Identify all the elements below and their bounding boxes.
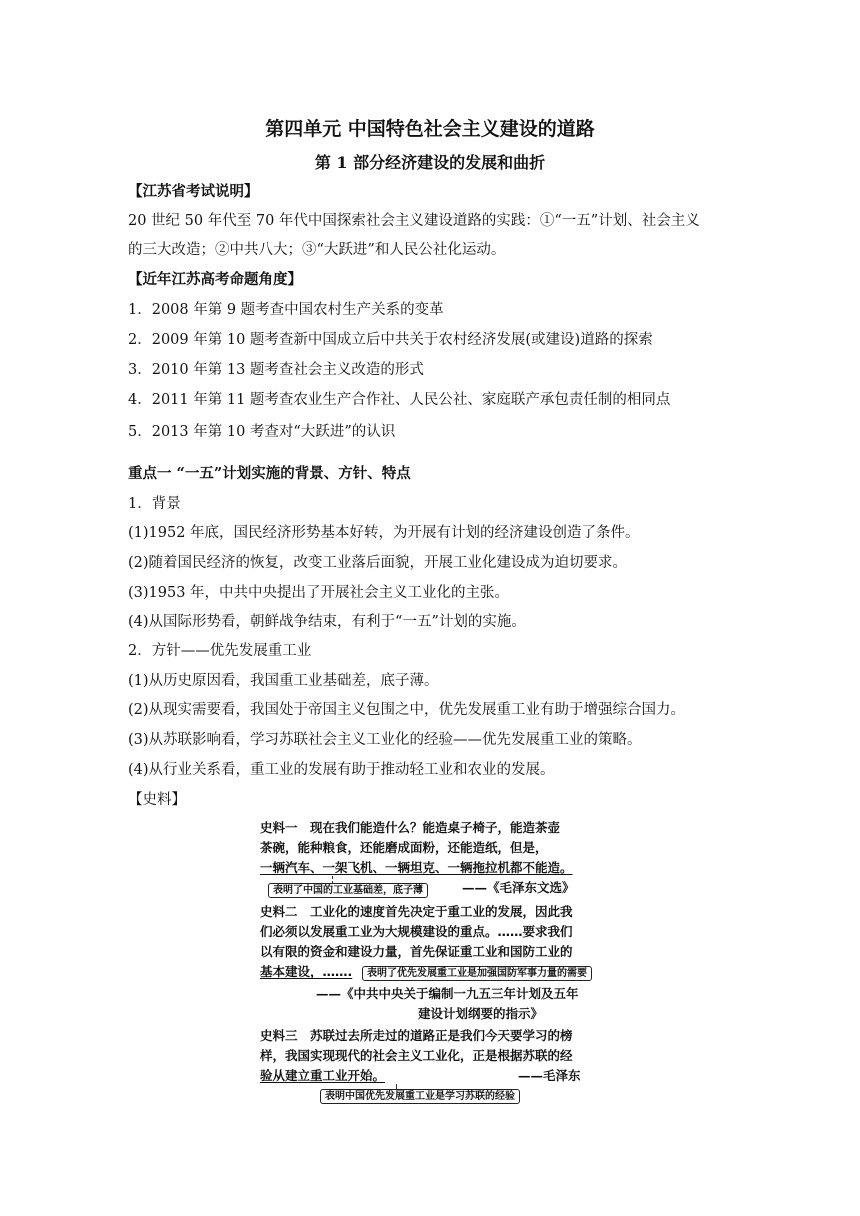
exam-angle-item: 1．2008 年第 9 题考查中国农村生产关系的变革 <box>128 302 444 318</box>
source-3-citation: ——毛泽东 <box>518 1068 581 1083</box>
exam-desc-line-2: 的三大改造；②中共八大；③“大跃进”和人民公社化运动。 <box>128 242 506 258</box>
exam-angle-item: 3．2010 年第 13 题考查社会主义改造的形式 <box>128 362 424 378</box>
source-1-citation: ——《毛泽东文选》 <box>462 880 575 895</box>
annotation-tag: 表明了优先发展重工业是加强国防军事力量的需要 <box>362 966 592 981</box>
source-excerpt-figure <box>256 816 608 1106</box>
exam-angle-item: 5．2013 年第 10 考查对“大跃进”的认识 <box>128 424 396 440</box>
source-2-citation: ——《中共中央关于编制一九五三年计划及五年 <box>316 986 579 1001</box>
source-1-line: 茶碗，能种粮食，还能磨成面粉，还能造纸，但是， <box>260 840 548 855</box>
exam-angle-item: 2．2009 年第 10 题考查新中国成立后中共关于农村经济发展(或建设)道路的探索 <box>128 332 653 348</box>
source-1-line: 史料一 现在我们能造什么？能造桌子椅子，能造茶壶 <box>260 820 561 835</box>
background-item: (4)从国际形势看，朝鲜战争结束，有利于“一五”计划的实施。 <box>128 614 526 630</box>
background-item: (1)1952 年底，国民经济形势基本好转，为开展有计划的经济建设创造了条件。 <box>128 525 640 541</box>
source-1-line: 一辆汽车、一架飞机、一辆坦克、一辆拖拉机都不能造。 <box>260 860 573 875</box>
source-3-line: 史料三 苏联过去所走过的道路正是我们今天要学习的榜 <box>260 1028 573 1043</box>
focus-heading: 重点一 “一五”计划实施的背景、方针、特点 <box>128 465 411 482</box>
exam-desc-line-1: 20 世纪 50 年代至 70 年代中国探索社会主义建设道路的实践：①“一五”计划、社会主义 <box>128 213 700 229</box>
source-3-line: 验从建立重工业开始。 <box>260 1068 386 1083</box>
background-item: (2)随着国民经济的恢复，改变工业落后面貌，开展工业化建设成为迫切要求。 <box>128 555 628 571</box>
background-item: (3)1953 年，中共中央提出了开展社会主义工业化的主张。 <box>128 585 510 601</box>
policy-title: 2．方针——优先发展重工业 <box>128 643 312 659</box>
policy-item: (1)从历史原因看，我国重工业基础差，底子薄。 <box>128 673 439 689</box>
source-2-citation: 建设计划纲要的指示》 <box>418 1006 544 1021</box>
policy-item: (3)从苏联影响看，学习苏联社会主义工业化的经验——优先发展重工业的策略。 <box>128 732 642 748</box>
source-2-line: 以有限的资金和建设力量，首先保证重工业和国防工业的 <box>260 944 573 959</box>
source-2-line: 基本建设，……. <box>260 964 353 979</box>
policy-item: (2)从现实需要看，我国处于帝国主义包围之中，优先发展重工业有助于增强综合国力。 <box>128 702 686 718</box>
page-subtitle: 第 1 部分经济建设的发展和曲折 <box>314 153 546 172</box>
materials-heading: 【史料】 <box>128 792 186 808</box>
background-title: 1．背景 <box>128 496 181 512</box>
exam-angles-heading: 【近年江苏高考命题角度】 <box>128 271 302 288</box>
annotation-tag: 表明中国优先发展重工业是学习苏联的经验 <box>320 1089 520 1104</box>
exam-desc-heading: 【江苏省考试说明】 <box>128 183 259 200</box>
page-title: 第四单元 中国特色社会主义建设的道路 <box>265 118 595 140</box>
annotation-tag: 表明了中国的工业基础差，底子薄 <box>268 883 428 898</box>
policy-item: (4)从行业关系看，重工业的发展有助于推动轻工业和农业的发展。 <box>128 762 555 778</box>
exam-angle-item: 4．2011 年第 11 题考查农业生产合作社、人民公社、家庭联产承包责任制的相同点 <box>128 392 671 408</box>
source-3-line: 样，我国实现现代的社会主义工业化，正是根据苏联的经 <box>260 1048 573 1063</box>
source-2-line: 们必须以发展重工业为大规模建设的重点。……要求我们 <box>260 924 573 939</box>
source-2-line: 史料二 工业化的速度首先决定于重工业的发展，因此我 <box>260 904 573 919</box>
